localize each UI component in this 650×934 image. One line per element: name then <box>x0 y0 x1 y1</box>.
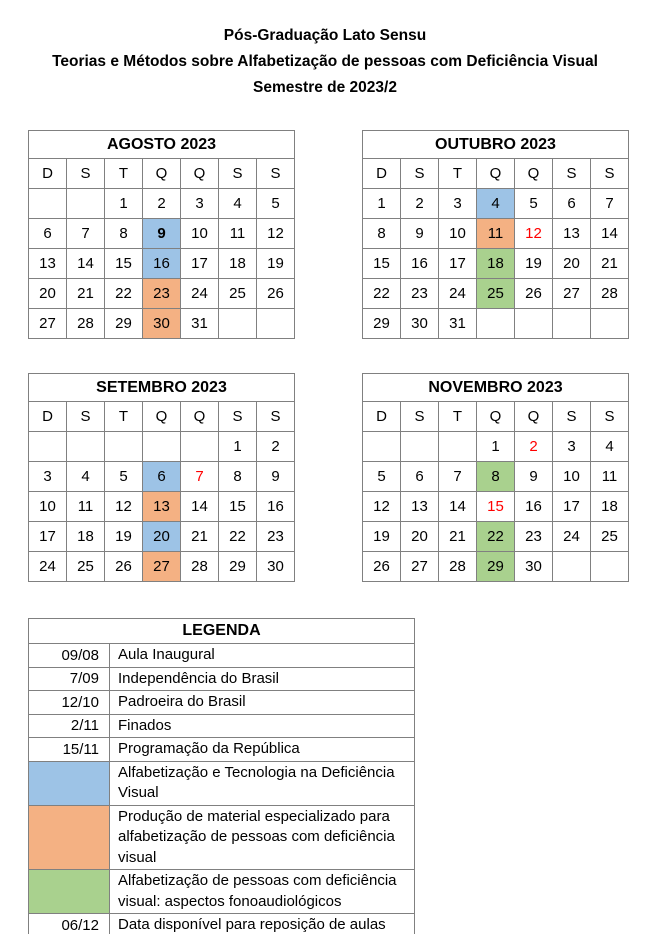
calendar-day-cell: 25 <box>67 552 105 582</box>
calendar-day-cell: 5 <box>257 189 295 219</box>
calendar-day-cell: 20 <box>401 522 439 552</box>
legend-text-cell: Programação da República <box>110 738 415 762</box>
calendar-day-cell: 16 <box>515 492 553 522</box>
calendar-day-cell: 13 <box>29 249 67 279</box>
calendar-day-cell: 3 <box>439 189 477 219</box>
calendar-day-cell: 24 <box>181 279 219 309</box>
calendar-empty-cell <box>67 432 105 462</box>
calendar-day-cell: 18 <box>477 249 515 279</box>
calendar-day-cell: 17 <box>181 249 219 279</box>
weekday-header-cell: S <box>591 402 629 432</box>
calendar-day-cell: 1 <box>477 432 515 462</box>
weekday-header-cell: S <box>257 402 295 432</box>
calendar-day-cell: 11 <box>591 462 629 492</box>
weekday-header-cell: S <box>553 402 591 432</box>
weekday-header-cell: D <box>29 159 67 189</box>
legend-title: LEGENDA <box>29 619 415 644</box>
calendar-day-cell: 7 <box>591 189 629 219</box>
calendar-title: OUTUBRO 2023 <box>363 131 629 159</box>
calendar-day-cell: 19 <box>515 249 553 279</box>
calendar-day-cell: 28 <box>439 552 477 582</box>
calendar-day-cell: 21 <box>181 522 219 552</box>
weekday-header-cell: T <box>439 159 477 189</box>
calendar-day-cell: 6 <box>143 462 181 492</box>
calendar-day-cell: 9 <box>401 219 439 249</box>
legend-text-cell: Padroeira do Brasil <box>110 691 415 715</box>
weekday-header-cell: S <box>553 159 591 189</box>
calendar-empty-cell <box>439 432 477 462</box>
weekday-header-cell: T <box>439 402 477 432</box>
legend-date-cell: 12/10 <box>29 691 110 715</box>
legend-text-cell: Independência do Brasil <box>110 667 415 691</box>
calendar-day-cell: 2 <box>515 432 553 462</box>
calendar-empty-cell <box>553 552 591 582</box>
legend-row <box>29 667 415 691</box>
calendar-empty-cell <box>219 309 257 339</box>
calendar-day-cell: 2 <box>257 432 295 462</box>
calendar-day-cell: 17 <box>553 492 591 522</box>
calendar-day-cell: 4 <box>219 189 257 219</box>
calendar-day-cell: 7 <box>181 462 219 492</box>
calendar-day-cell: 21 <box>591 249 629 279</box>
weekday-header-cell: S <box>401 159 439 189</box>
calendar-empty-cell <box>591 309 629 339</box>
calendar-day-cell: 5 <box>363 462 401 492</box>
legend-date-cell: 7/09 <box>29 667 110 691</box>
weekday-header-cell: Q <box>181 159 219 189</box>
calendar-empty-cell <box>401 432 439 462</box>
legend-date-cell: 15/11 <box>29 738 110 762</box>
calendar-day-cell: 1 <box>219 432 257 462</box>
legend-text-cell: Alfabetização de pessoas com deficiência visual: aspectos fonoaudiológicos <box>110 870 415 914</box>
legend-text-cell: Produção de material especializado para alfabetização de pessoas com deficiência visual <box>110 805 415 870</box>
calendar-day-cell: 8 <box>363 219 401 249</box>
legend-date-cell: 2/11 <box>29 714 110 738</box>
weekday-header-cell: S <box>67 402 105 432</box>
calendar-day-cell: 10 <box>553 462 591 492</box>
weekday-header-cell: D <box>363 159 401 189</box>
calendar-day-cell: 27 <box>553 279 591 309</box>
weekday-header-cell: S <box>219 159 257 189</box>
calendar-day-cell: 2 <box>143 189 181 219</box>
calendar-day-cell: 9 <box>143 219 181 249</box>
calendar-day-cell: 30 <box>257 552 295 582</box>
calendar-day-cell: 4 <box>477 189 515 219</box>
calendar-day-cell: 16 <box>401 249 439 279</box>
weekday-header-cell: T <box>105 159 143 189</box>
calendar-table-outubro-2023 <box>362 130 629 339</box>
calendar-day-cell: 10 <box>439 219 477 249</box>
calendar-day-cell: 31 <box>181 309 219 339</box>
calendar-day-cell: 7 <box>439 462 477 492</box>
legend-text-cell: Finados <box>110 714 415 738</box>
calendar-day-cell: 29 <box>219 552 257 582</box>
weekday-header-cell: S <box>219 402 257 432</box>
calendar-title: AGOSTO 2023 <box>29 131 295 159</box>
calendar-day-cell: 10 <box>29 492 67 522</box>
legend-row <box>29 644 415 668</box>
calendar-empty-cell <box>143 432 181 462</box>
legend-row <box>29 691 415 715</box>
calendar-empty-cell <box>363 432 401 462</box>
calendar-day-cell: 25 <box>591 522 629 552</box>
calendar-day-cell: 3 <box>553 432 591 462</box>
document-title <box>0 23 650 101</box>
calendar-empty-cell <box>477 309 515 339</box>
calendar-day-cell: 11 <box>219 219 257 249</box>
calendar-day-cell: 26 <box>257 279 295 309</box>
calendar-day-cell: 22 <box>219 522 257 552</box>
weekday-header-cell: S <box>67 159 105 189</box>
calendar-day-cell: 12 <box>105 492 143 522</box>
document-title-line-1: Pós-Graduação Lato Sensu <box>223 27 427 44</box>
calendar-day-cell: 20 <box>143 522 181 552</box>
legend-row <box>29 914 415 934</box>
calendar-day-cell: 12 <box>515 219 553 249</box>
calendar-day-cell: 15 <box>363 249 401 279</box>
calendar-day-cell: 24 <box>29 552 67 582</box>
calendar-day-cell: 20 <box>29 279 67 309</box>
calendar-empty-cell <box>29 432 67 462</box>
calendar-day-cell: 6 <box>401 462 439 492</box>
weekday-header-cell: Q <box>477 159 515 189</box>
calendar-novembro-2023 <box>362 373 629 582</box>
calendar-day-cell: 14 <box>181 492 219 522</box>
calendar-day-cell: 29 <box>105 309 143 339</box>
calendar-day-cell: 23 <box>515 522 553 552</box>
calendar-day-cell: 28 <box>67 309 105 339</box>
calendar-day-cell: 26 <box>363 552 401 582</box>
calendar-empty-cell <box>515 309 553 339</box>
calendar-empty-cell <box>29 189 67 219</box>
legend-text-cell: Alfabetização e Tecnologia na Deficiência Visual <box>110 761 415 805</box>
calendar-day-cell: 1 <box>105 189 143 219</box>
calendar-day-cell: 12 <box>363 492 401 522</box>
calendar-empty-cell <box>257 309 295 339</box>
calendar-day-cell: 1 <box>363 189 401 219</box>
calendar-table-novembro-2023 <box>362 373 629 582</box>
calendar-day-cell: 18 <box>591 492 629 522</box>
legend-row <box>29 870 415 914</box>
calendar-day-cell: 21 <box>439 522 477 552</box>
legend-row <box>29 805 415 870</box>
weekday-header-cell: Q <box>515 159 553 189</box>
calendar-table-setembro-2023 <box>28 373 295 582</box>
calendar-day-cell: 16 <box>143 249 181 279</box>
calendar-day-cell: 3 <box>181 189 219 219</box>
calendar-empty-cell <box>67 189 105 219</box>
calendar-empty-cell <box>105 432 143 462</box>
calendar-day-cell: 19 <box>257 249 295 279</box>
calendar-empty-cell <box>181 432 219 462</box>
calendar-day-cell: 23 <box>143 279 181 309</box>
weekday-header-cell: Q <box>181 402 219 432</box>
calendar-setembro-2023 <box>28 373 295 582</box>
document-title-line-2: Teorias e Métodos sobre Alfabetização de pessoas com Deficiência Visual <box>52 53 598 70</box>
legend-swatch-cell-green <box>29 870 110 914</box>
calendar-day-cell: 25 <box>219 279 257 309</box>
weekday-header-cell: S <box>591 159 629 189</box>
calendar-day-cell: 27 <box>143 552 181 582</box>
legend-text-cell: Aula Inaugural <box>110 644 415 668</box>
calendar-day-cell: 26 <box>515 279 553 309</box>
legend-date-cell: 06/12 <box>29 914 110 934</box>
document-title-line-3: Semestre de 2023/2 <box>253 79 397 96</box>
weekday-header-cell: Q <box>143 159 181 189</box>
legend-text-cell: Data disponível para reposição de aulas <box>110 914 415 934</box>
calendar-day-cell: 24 <box>553 522 591 552</box>
calendar-day-cell: 4 <box>591 432 629 462</box>
weekday-header-cell: S <box>401 402 439 432</box>
calendar-table-agosto-2023 <box>28 130 295 339</box>
calendar-day-cell: 5 <box>515 189 553 219</box>
calendar-title: NOVEMBRO 2023 <box>363 374 629 402</box>
calendar-day-cell: 31 <box>439 309 477 339</box>
legend-table <box>28 618 415 934</box>
calendar-day-cell: 23 <box>401 279 439 309</box>
legend-swatch-cell-blue <box>29 761 110 805</box>
calendar-day-cell: 7 <box>67 219 105 249</box>
calendar-day-cell: 29 <box>363 309 401 339</box>
calendar-day-cell: 30 <box>401 309 439 339</box>
legend-row <box>29 761 415 805</box>
calendar-day-cell: 17 <box>439 249 477 279</box>
calendar-day-cell: 19 <box>363 522 401 552</box>
weekday-header-cell: Q <box>477 402 515 432</box>
calendar-day-cell: 28 <box>181 552 219 582</box>
calendar-day-cell: 13 <box>143 492 181 522</box>
legend-table-grid <box>28 618 415 934</box>
calendar-day-cell: 9 <box>515 462 553 492</box>
calendar-day-cell: 22 <box>363 279 401 309</box>
calendar-day-cell: 15 <box>219 492 257 522</box>
calendar-day-cell: 14 <box>439 492 477 522</box>
calendar-day-cell: 4 <box>67 462 105 492</box>
calendar-day-cell: 26 <box>105 552 143 582</box>
calendar-day-cell: 12 <box>257 219 295 249</box>
calendar-day-cell: 19 <box>105 522 143 552</box>
calendar-day-cell: 20 <box>553 249 591 279</box>
calendar-day-cell: 8 <box>219 462 257 492</box>
calendar-day-cell: 27 <box>29 309 67 339</box>
calendar-day-cell: 18 <box>219 249 257 279</box>
calendar-title: SETEMBRO 2023 <box>29 374 295 402</box>
calendar-day-cell: 15 <box>105 249 143 279</box>
weekday-header-cell: D <box>29 402 67 432</box>
calendar-day-cell: 28 <box>591 279 629 309</box>
calendar-day-cell: 22 <box>477 522 515 552</box>
calendar-day-cell: 6 <box>553 189 591 219</box>
calendar-day-cell: 6 <box>29 219 67 249</box>
legend-date-cell: 09/08 <box>29 644 110 668</box>
calendar-day-cell: 10 <box>181 219 219 249</box>
calendar-day-cell: 25 <box>477 279 515 309</box>
weekday-header-cell: T <box>105 402 143 432</box>
legend-row <box>29 738 415 762</box>
calendar-day-cell: 11 <box>477 219 515 249</box>
calendar-day-cell: 13 <box>401 492 439 522</box>
calendar-day-cell: 15 <box>477 492 515 522</box>
weekday-header-cell: Q <box>143 402 181 432</box>
calendar-day-cell: 23 <box>257 522 295 552</box>
calendar-day-cell: 29 <box>477 552 515 582</box>
calendar-day-cell: 14 <box>67 249 105 279</box>
calendar-day-cell: 3 <box>29 462 67 492</box>
weekday-header-cell: Q <box>515 402 553 432</box>
calendar-day-cell: 8 <box>477 462 515 492</box>
calendar-empty-cell <box>553 309 591 339</box>
calendar-day-cell: 27 <box>401 552 439 582</box>
legend-swatch-cell-orange <box>29 805 110 870</box>
calendar-day-cell: 17 <box>29 522 67 552</box>
calendar-day-cell: 11 <box>67 492 105 522</box>
calendar-day-cell: 24 <box>439 279 477 309</box>
calendar-day-cell: 13 <box>553 219 591 249</box>
calendar-day-cell: 30 <box>143 309 181 339</box>
calendar-day-cell: 21 <box>67 279 105 309</box>
calendar-agosto-2023 <box>28 130 295 339</box>
calendar-day-cell: 5 <box>105 462 143 492</box>
calendar-day-cell: 8 <box>105 219 143 249</box>
calendar-empty-cell <box>591 552 629 582</box>
weekday-header-cell: D <box>363 402 401 432</box>
calendar-day-cell: 22 <box>105 279 143 309</box>
calendar-day-cell: 2 <box>401 189 439 219</box>
legend-row <box>29 714 415 738</box>
calendar-outubro-2023 <box>362 130 629 339</box>
calendar-day-cell: 14 <box>591 219 629 249</box>
calendar-day-cell: 18 <box>67 522 105 552</box>
calendar-day-cell: 30 <box>515 552 553 582</box>
calendar-day-cell: 9 <box>257 462 295 492</box>
calendar-day-cell: 16 <box>257 492 295 522</box>
weekday-header-cell: S <box>257 159 295 189</box>
